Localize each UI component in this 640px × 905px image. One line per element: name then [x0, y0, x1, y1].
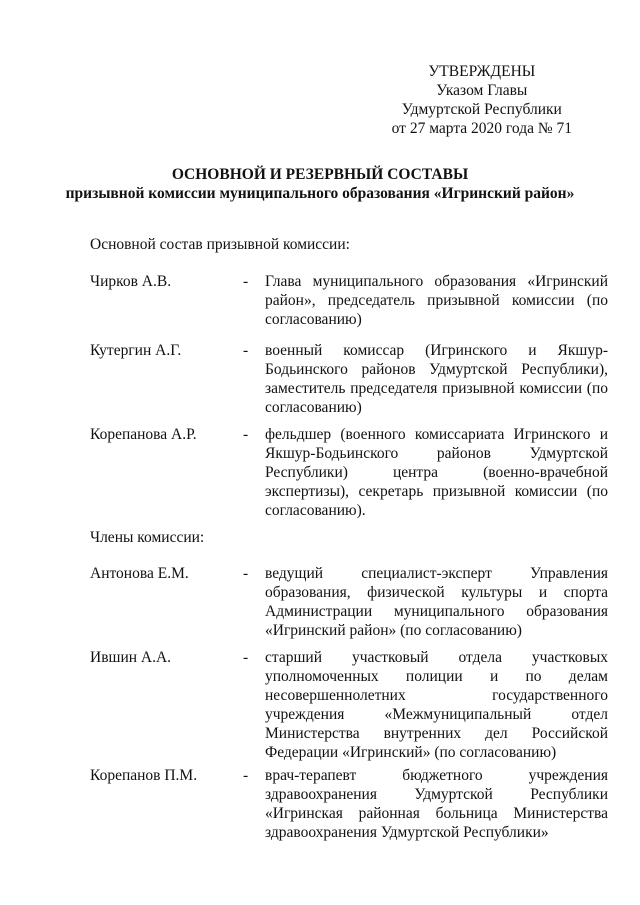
approval-republic: Удмуртской Республики: [401, 101, 562, 118]
member-position: Глава муниципального образования «Игринский район», председатель призывной комиссии (по согласованию): [265, 273, 608, 328]
member-position: ведущий специалист-эксперт Управления образования, физической культуры и спорта Администрации муниципального образования «Игринский район» (по согласованию): [265, 565, 608, 639]
member-name: Корепанова А.Р.: [90, 426, 197, 443]
member-dash: -: [243, 565, 249, 582]
member-dash: -: [243, 342, 249, 359]
title-sub: призывной комиссии муниципального образования «Игринский район»: [65, 185, 575, 202]
member-name: Чирков А.В.: [90, 273, 172, 290]
approval-date: от 27 марта 2020 года № 71: [391, 120, 572, 137]
member-name: Кутергин А.Г.: [90, 342, 182, 359]
approval-stamp: [392, 62, 572, 138]
approval-decree: Указом Главы: [436, 82, 528, 99]
member-position: врач-терапевт бюджетного учреждения здравоохранения Удмуртской Республики «Игринская районная больница Министерства здравоохранения Удмуртской Республики»: [265, 767, 608, 841]
member-name: Корепанов П.М.: [90, 767, 198, 784]
title-main: ОСНОВНОЙ И РЕЗЕРВНЫЙ СОСТАВЫ: [171, 166, 469, 183]
member-dash: -: [243, 426, 249, 443]
member-name: Ившин А.А.: [90, 649, 172, 666]
member-name: Антонова Е.М.: [90, 565, 189, 582]
member-position: фельдшер (военного комиссариата Игринского и Якшур-Бодьинского районов Удмуртской Республики) центра (военно-врачебной экспертизы), секретарь призывной комиссии (по согласованию).: [265, 426, 608, 519]
document-title: [0, 165, 640, 203]
member-position: военный комиссар (Игринского и Якшур-Бодьинского районов Удмуртской Республики), заместитель председателя призывной комиссии (по согласованию): [265, 342, 608, 416]
main-section-heading: Основной состав призывной комиссии:: [90, 236, 350, 253]
member-dash: -: [243, 273, 249, 290]
member-position: старший участковый отдела участковых уполномоченных полиции и по делам несовершеннолетних государственного учреждения «Межмуниципальный отдел Министерства внутренних дел Российской Федерации «Игринский» (по согласованию): [265, 649, 608, 761]
member-dash: -: [243, 649, 249, 666]
members-section-heading: Члены комиссии:: [90, 529, 205, 546]
member-dash: -: [243, 767, 249, 784]
approval-title: УТВЕРЖДЕНЫ: [428, 63, 536, 80]
